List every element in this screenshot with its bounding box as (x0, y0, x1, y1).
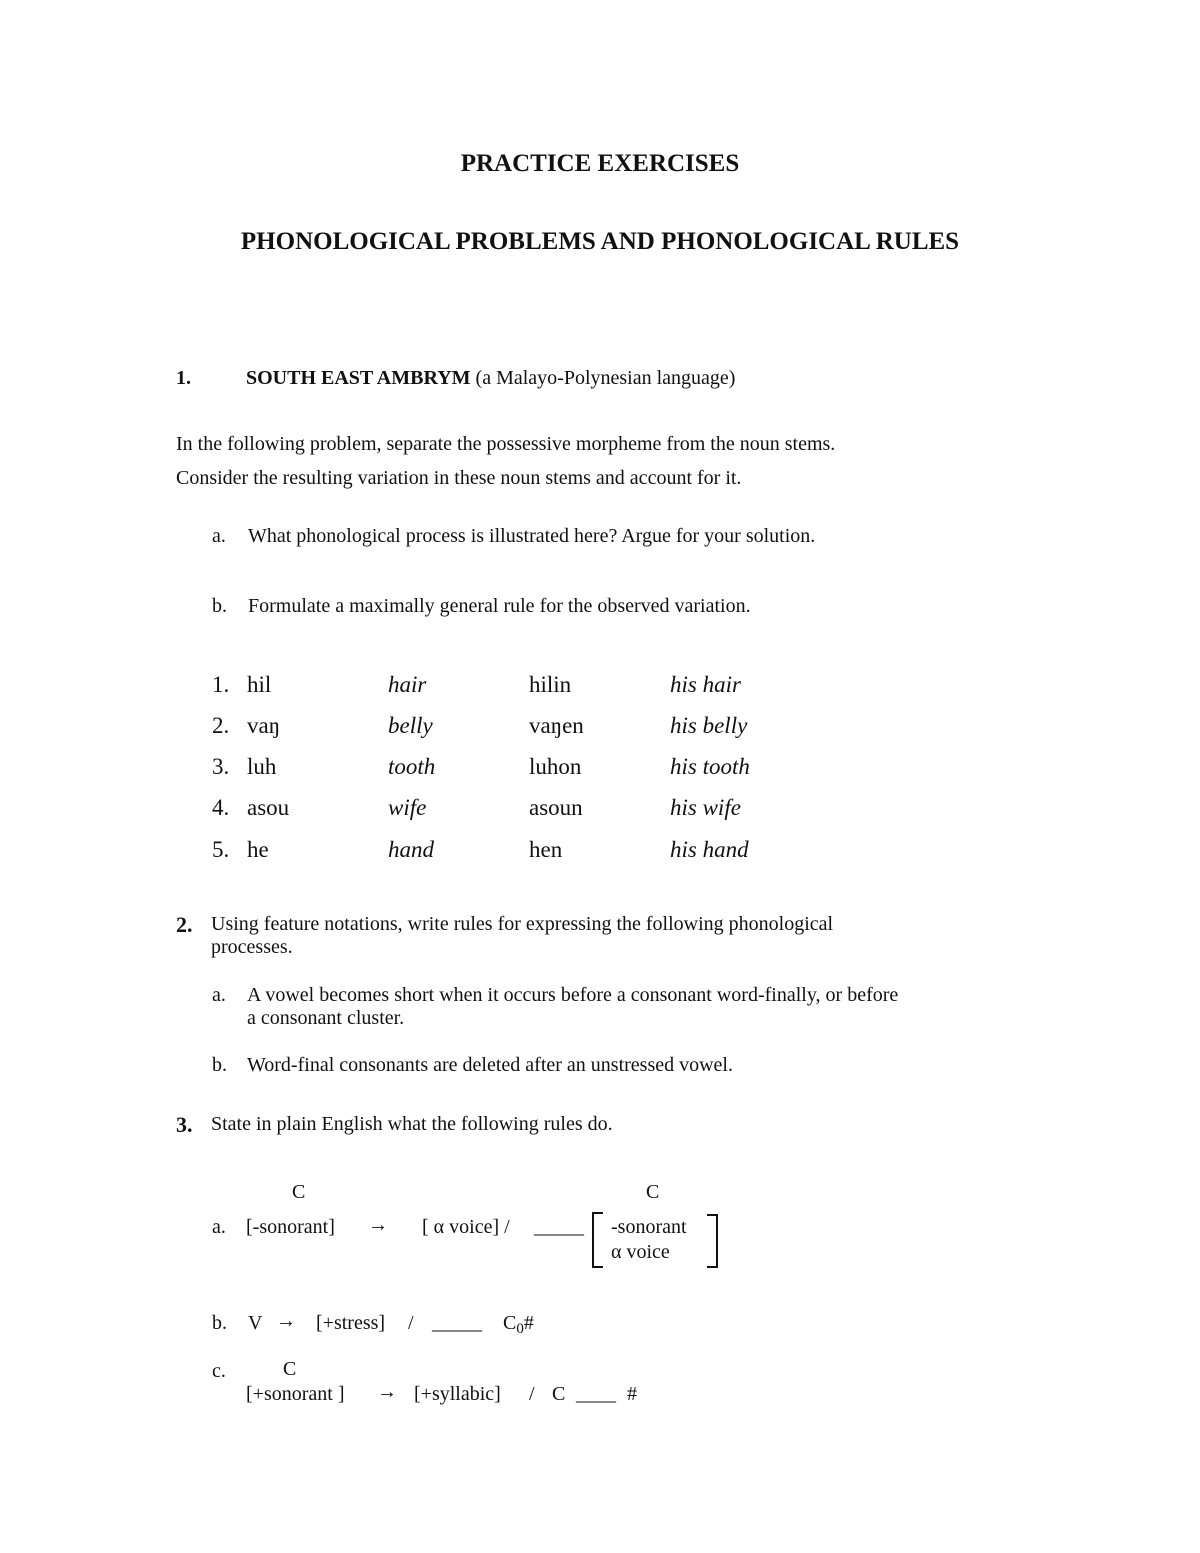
rule-b-arrow: → (276, 1310, 296, 1332)
possessive-gloss: his hand (670, 837, 749, 862)
noun-gloss: hand (388, 837, 434, 862)
possessive-form: luhon (529, 754, 582, 779)
rule-a-output: [ α voice] / (422, 1216, 510, 1238)
rule-b-environment (503, 1312, 534, 1338)
rule-c-env-boundary: # (627, 1383, 637, 1405)
question-1-item-a-letter: a. (212, 525, 226, 547)
row-number: 1. (212, 672, 230, 697)
rule-b-env-subscript: 0 (516, 1321, 524, 1337)
question-2-item-a-line-1: A vowel becomes short when it occurs before a consonant word-finally, or before (247, 984, 899, 1006)
rule-a-consonant-right: C (646, 1181, 660, 1203)
noun-gloss: hair (388, 672, 427, 697)
question-2-item-a-line-2: a consonant cluster. (247, 1007, 405, 1029)
possessive-form: asoun (529, 795, 583, 820)
rule-b-input: V (248, 1312, 263, 1334)
question-2-item-a-letter: a. (212, 984, 226, 1006)
rule-c-arrow: → (377, 1381, 397, 1403)
rule-c-output: [+syllabic] (414, 1383, 501, 1405)
noun-gloss: belly (388, 713, 433, 738)
noun-stem: luh (247, 754, 277, 779)
possessive-gloss: his hair (670, 672, 741, 697)
question-1-item-b-letter: b. (212, 595, 227, 617)
rule-c-input: [+sonorant ] (246, 1383, 345, 1405)
row-number: 4. (212, 795, 230, 820)
possessive-gloss: his wife (670, 795, 741, 820)
rule-c-slash: / (529, 1383, 535, 1405)
possessive-form: hilin (529, 672, 572, 697)
question-2-intro-line-2: processes. (211, 936, 293, 958)
rule-a-left-bracket (592, 1212, 603, 1268)
question-1-item-a-text: What phonological process is illustrated here? Argue for your solution. (248, 525, 816, 547)
question-1-item-b-text: Formulate a maximally general rule for the observed variation. (248, 595, 751, 617)
rule-a-input: [-sonorant] (246, 1216, 335, 1238)
rule-c-blank: ____ (576, 1383, 616, 1405)
rule-a-right-bracket (707, 1214, 718, 1268)
rule-b-blank: _____ (432, 1312, 482, 1334)
row-number: 5. (212, 837, 230, 862)
language-name: SOUTH EAST AMBRYM (246, 367, 471, 389)
noun-gloss: tooth (388, 754, 436, 779)
possessive-gloss: his tooth (670, 754, 750, 779)
row-number: 3. (212, 754, 230, 779)
rule-c-consonant-top: C (283, 1358, 297, 1380)
question-2-intro-line-1: Using feature notations, write rules for expressing the following phonological (211, 913, 834, 935)
rule-c-letter: c. (212, 1360, 226, 1382)
noun-stem: asou (247, 795, 290, 820)
rule-b-output: [+stress] (316, 1312, 386, 1334)
rule-b-slash: / (408, 1312, 414, 1334)
rule-a-env-line-2: α voice (611, 1241, 670, 1263)
rule-c-env-consonant: C (552, 1383, 566, 1405)
question-3-intro: State in plain English what the following rules do. (211, 1113, 613, 1135)
question-1-intro-line-1: In the following problem, separate the possessive morpheme from the noun stems. (176, 433, 836, 455)
rule-b-env-boundary: # (523, 1312, 534, 1334)
question-2-number: 2. (176, 912, 193, 937)
rule-a-consonant-left: C (292, 1181, 306, 1203)
noun-stem: vaŋ (247, 713, 281, 738)
row-number: 2. (212, 713, 230, 738)
rule-a-env-line-1: -sonorant (611, 1216, 687, 1238)
possessive-gloss: his belly (670, 713, 748, 738)
rule-a-arrow: → (368, 1214, 388, 1236)
question-1-number: 1. (176, 367, 191, 389)
language-note: (a Malayo-Polynesian language) (475, 367, 736, 389)
question-2-item-b-letter: b. (212, 1054, 227, 1076)
question-1-intro-line-2: Consider the resulting variation in these noun stems and account for it. (176, 467, 742, 489)
rule-b-env-consonant: C (503, 1312, 517, 1334)
possessive-form: hen (529, 837, 563, 862)
question-1-heading (246, 367, 735, 390)
possessive-form: vaŋen (529, 713, 584, 738)
question-3-number: 3. (176, 1112, 193, 1137)
question-2-item-b-text: Word-final consonants are deleted after an unstressed vowel. (247, 1054, 733, 1076)
noun-stem: hil (247, 672, 272, 697)
page-subtitle: PHONOLOGICAL PROBLEMS AND PHONOLOGICAL RULES (240, 228, 960, 255)
noun-stem: he (247, 837, 269, 862)
rule-a-letter: a. (212, 1216, 226, 1238)
rule-a-blank: _____ (534, 1216, 584, 1238)
rule-b-letter: b. (212, 1312, 227, 1334)
page-title: PRACTICE EXERCISES (460, 150, 740, 177)
noun-gloss: wife (388, 795, 427, 820)
